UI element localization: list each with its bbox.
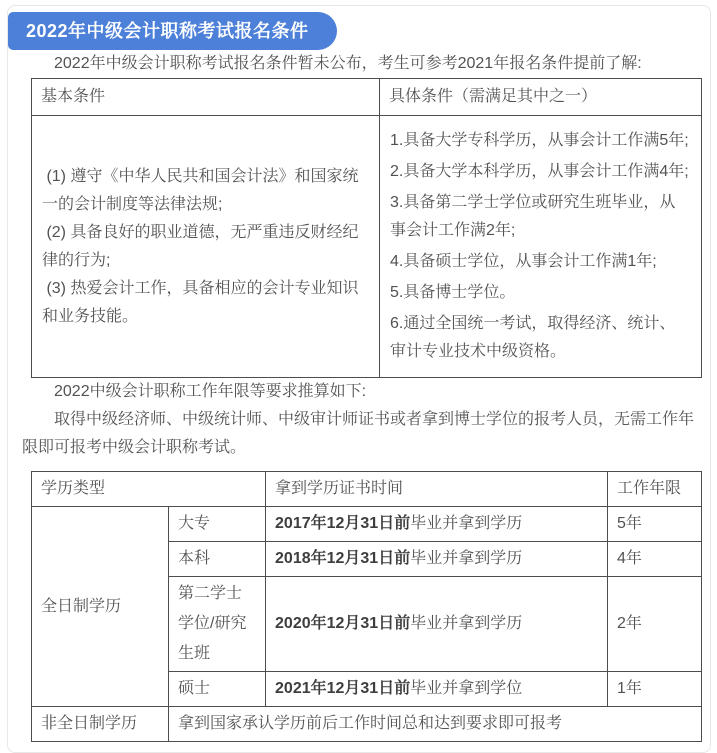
conditions-table-body-row xyxy=(32,116,702,378)
deadline-rest: 毕业并拿到学历 xyxy=(410,515,523,532)
table-row-dazhuan xyxy=(32,507,702,542)
basic-conditions-cell xyxy=(32,116,380,378)
work-years-header: 工作年限 xyxy=(608,472,702,507)
education-type-header: 学历类型 xyxy=(32,472,266,507)
specific-condition-6: 6.通过全国统一考试，取得经济、统计、审计专业技术中级资格。 xyxy=(390,315,676,360)
level-cell: 第二学士学位/研究生班 xyxy=(169,577,266,672)
specific-condition-5: 5.具备博士学位。 xyxy=(390,284,516,301)
specific-condition-2: 2.具备大学本科学历，从事会计工作满4年; xyxy=(390,163,689,180)
conditions-table-header-row xyxy=(32,79,702,116)
basic-condition-2: (2) 具备良好的职业道德，无严重违反财经纪律的行为; xyxy=(42,223,359,269)
work-years-cell: 2年 xyxy=(608,577,702,672)
level-cell: 硕士 xyxy=(169,672,266,707)
deadline-rest: 毕业并拿到学位 xyxy=(410,680,523,697)
certificate-time-header: 拿到学历证书时间 xyxy=(266,472,608,507)
specific-conditions-cell xyxy=(380,116,702,378)
certificate-time-cell xyxy=(266,672,608,707)
work-years-cell: 1年 xyxy=(608,672,702,707)
deadline-date: 2020年12月31日前 xyxy=(275,615,411,632)
fulltime-education-cell: 全日制学历 xyxy=(32,507,169,707)
conditions-table xyxy=(31,78,702,378)
level-cell: 大专 xyxy=(169,507,266,542)
specific-conditions-header: 具体条件（需满足其中之一） xyxy=(380,79,702,116)
parttime-requirement-cell: 拿到国家承认学历前后工作时间总和达到要求即可报考 xyxy=(169,707,702,742)
education-table-header-row xyxy=(32,472,702,507)
basic-conditions-header: 基本条件 xyxy=(32,79,380,116)
deadline-rest: 毕业并拿到学历 xyxy=(410,550,523,567)
certificate-time-cell xyxy=(266,577,608,672)
deadline-date: 2021年12月31日前 xyxy=(275,680,411,697)
intro-paragraph: 2022年中级会计职称考试报名条件暂未公布，考生可参考2021年报名条件提前了解: xyxy=(54,55,642,72)
work-years-note: 2022中级会计职称工作年限等要求推算如下: xyxy=(54,383,367,400)
specific-condition-4: 4.具备硕士学位，从事会计工作满1年; xyxy=(390,253,657,270)
certificate-time-cell xyxy=(266,542,608,577)
certificate-time-cell xyxy=(266,507,608,542)
parttime-education-cell: 非全日制学历 xyxy=(32,707,169,742)
specific-condition-1: 1.具备大学专科学历，从事会计工作满5年; xyxy=(390,132,689,149)
work-years-cell: 4年 xyxy=(608,542,702,577)
education-years-table xyxy=(31,471,702,742)
work-years-cell: 5年 xyxy=(608,507,702,542)
deadline-rest: 毕业并拿到学历 xyxy=(410,615,523,632)
deadline-date: 2018年12月31日前 xyxy=(275,550,411,567)
exemption-note: 取得中级经济师、中级统计师、中级审计师证书或者拿到博士学位的报考人员，无需工作年限即可报考中级会计职称考试。 xyxy=(22,411,695,456)
deadline-date: 2017年12月31日前 xyxy=(275,515,411,532)
table-row-parttime xyxy=(32,707,702,742)
basic-condition-3: (3) 热爱会计工作，具备相应的会计专业知识和业务技能。 xyxy=(42,279,359,325)
basic-condition-1: (1) 遵守《中华人民共和国会计法》和国家统一的会计制度等法律法规; xyxy=(42,167,359,213)
level-cell: 本科 xyxy=(169,542,266,577)
specific-condition-3: 3.具备第二学士学位或研究生班毕业，从事会计工作满2年; xyxy=(390,194,676,239)
page-card xyxy=(7,5,711,753)
page-title-badge: 2022年中级会计职称考试报名条件 xyxy=(8,12,337,50)
